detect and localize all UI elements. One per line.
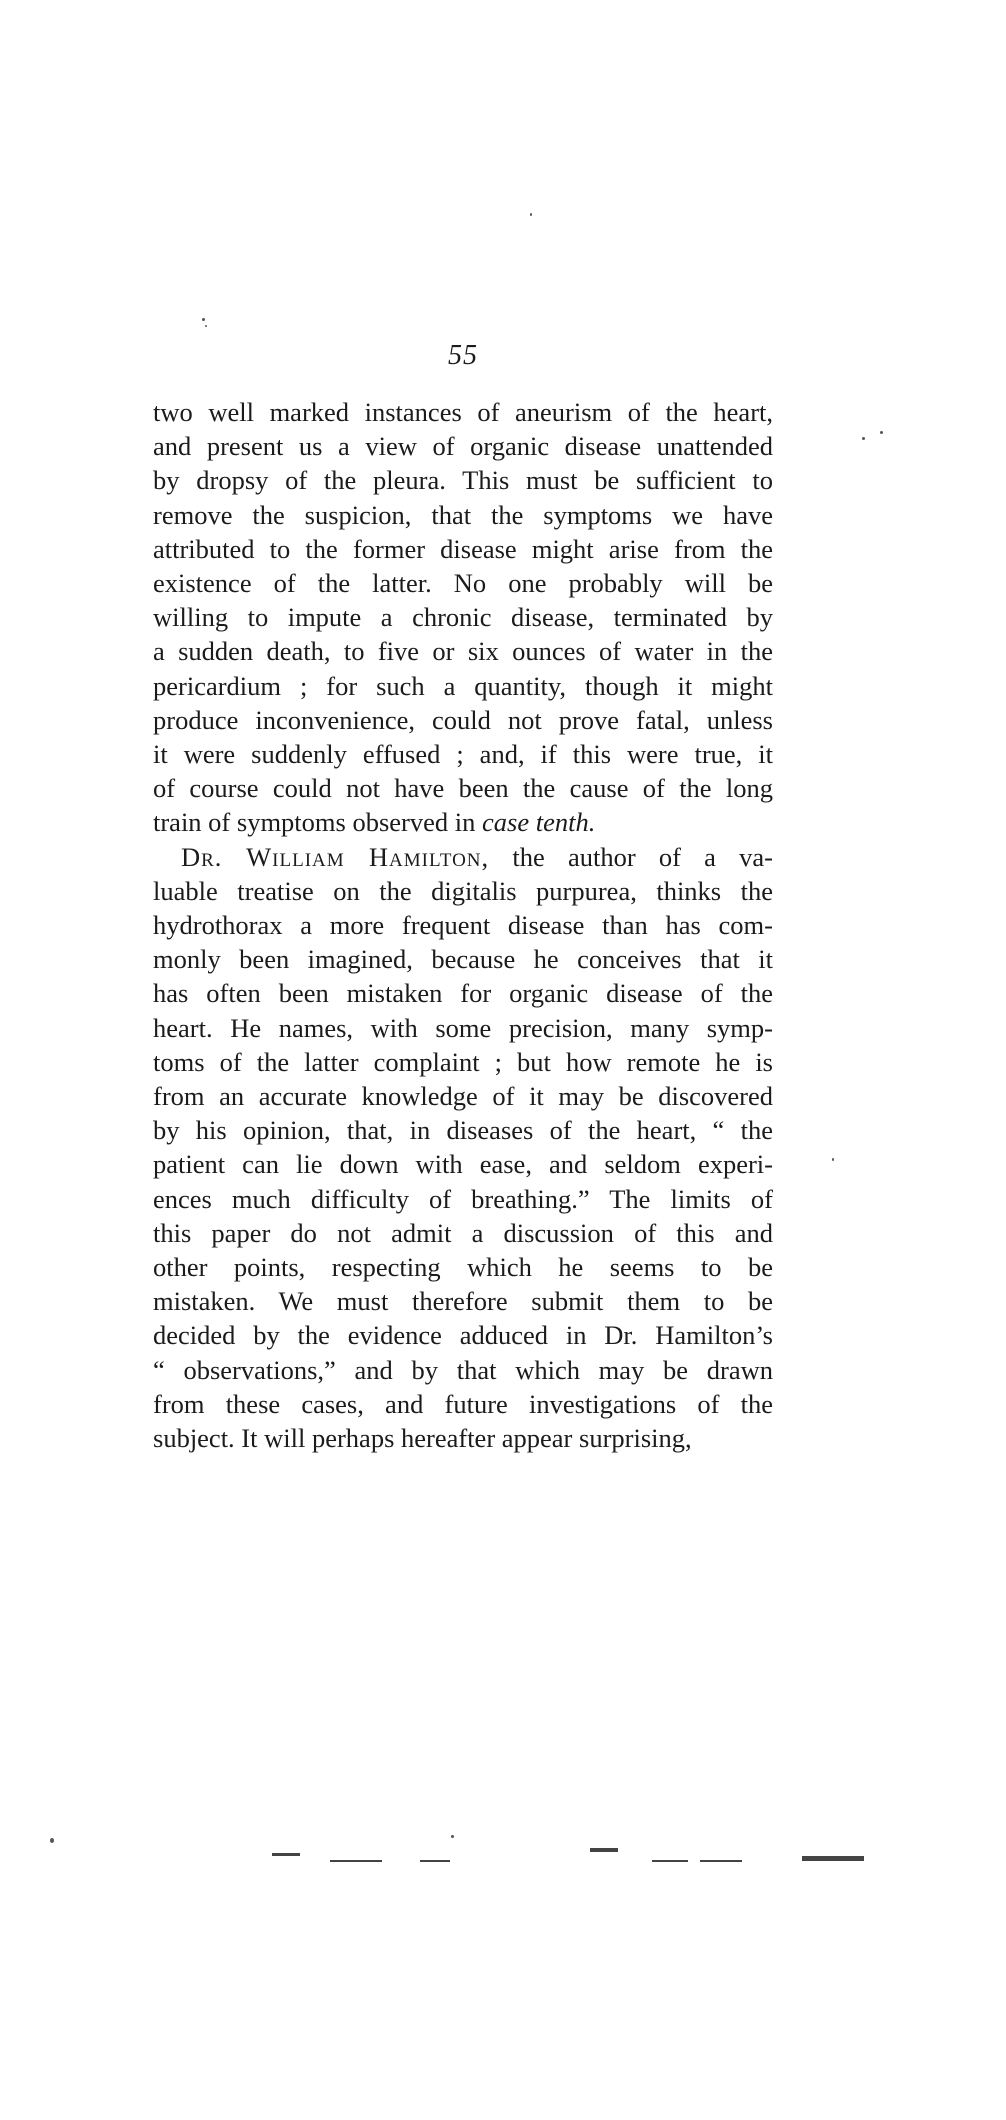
text-span: train of symptoms observed in [153, 807, 482, 838]
text-line: a sudden death, to five or six ounces of water in the [153, 636, 773, 667]
scan-speck [451, 1835, 454, 1838]
body-text [153, 395, 773, 1455]
page-number: 55 [448, 340, 478, 371]
text-line: hydrothorax a more frequent disease than has com- [153, 910, 773, 941]
paragraph-1 [153, 395, 773, 840]
paragraph-2 [153, 840, 773, 1456]
text-line: attributed to the former disease might arise from the [153, 533, 773, 564]
text-line: produce inconvenience, could not prove fatal, unless [153, 704, 773, 735]
text-line: monly been imagined, because he conceives that it [153, 944, 773, 975]
text-line: this paper do not admit a discussion of this and [153, 1217, 773, 1248]
text-line: by his opinion, that, in diseases of the heart, “ the [153, 1115, 773, 1146]
text-line-first [153, 840, 773, 874]
text-line: mistaken. We must therefore submit them to be [153, 1286, 773, 1317]
text-line: remove the suspicion, that the symptoms we have [153, 499, 773, 530]
text-line: from these cases, and future investigations of the [153, 1388, 773, 1419]
text-line: has often been mistaken for organic disease of the [153, 978, 773, 1009]
scan-speck [205, 325, 207, 327]
text-line: from an accurate knowledge of it may be discovered [153, 1081, 773, 1112]
text-line: ences much difficulty of breathing.” The limits of [153, 1183, 773, 1214]
text-line: pericardium ; for such a quantity, though it might [153, 670, 773, 701]
text-line: patient can lie down with ease, and seldom experi- [153, 1149, 773, 1180]
author-name: Dr. William Hamilton, [181, 841, 490, 872]
text-line: willing to impute a chronic disease, terminated by [153, 602, 773, 633]
scan-smudge [700, 1860, 742, 1862]
text-line: of course could not have been the cause of the long [153, 773, 773, 804]
text-line: by dropsy of the pleura. This must be sufficient to [153, 465, 773, 496]
text-line-last [153, 805, 773, 839]
case-reference: case tenth. [482, 807, 596, 838]
scan-smudge [330, 1860, 382, 1862]
text-line: subject. It will perhaps hereafter appear surprising, [153, 1423, 692, 1454]
scan-smudge [272, 1853, 300, 1856]
scan-smudge [652, 1860, 688, 1862]
scan-speck [530, 213, 532, 216]
text-line: other points, respecting which he seems to be [153, 1252, 773, 1283]
scan-speck [832, 1158, 834, 1161]
scan-speck [50, 1838, 54, 1843]
text-line: and present us a view of organic disease unattended [153, 431, 773, 462]
scan-speck [880, 431, 883, 434]
text-line: existence of the latter. No one probably will be [153, 568, 773, 599]
text-line: decided by the evidence adduced in Dr. Hamilton’s [153, 1320, 773, 1351]
scan-smudge [590, 1848, 618, 1852]
text-line: toms of the latter complaint ; but how remote he is [153, 1046, 773, 1077]
text-span: the author of a va- [489, 841, 773, 872]
text-line: it were suddenly effused ; and, if this were true, it [153, 739, 773, 770]
scan-smudge [802, 1856, 864, 1861]
text-line: two well marked instances of aneurism of the heart, [153, 397, 773, 427]
text-line: “ observations,” and by that which may be drawn [153, 1354, 773, 1385]
text-line: heart. He names, with some precision, many symp- [153, 1012, 773, 1043]
text-line: luable treatise on the digitalis purpurea, thinks the [153, 875, 773, 906]
scan-smudge [420, 1860, 450, 1862]
scan-speck [862, 437, 865, 440]
scan-speck [202, 318, 205, 321]
